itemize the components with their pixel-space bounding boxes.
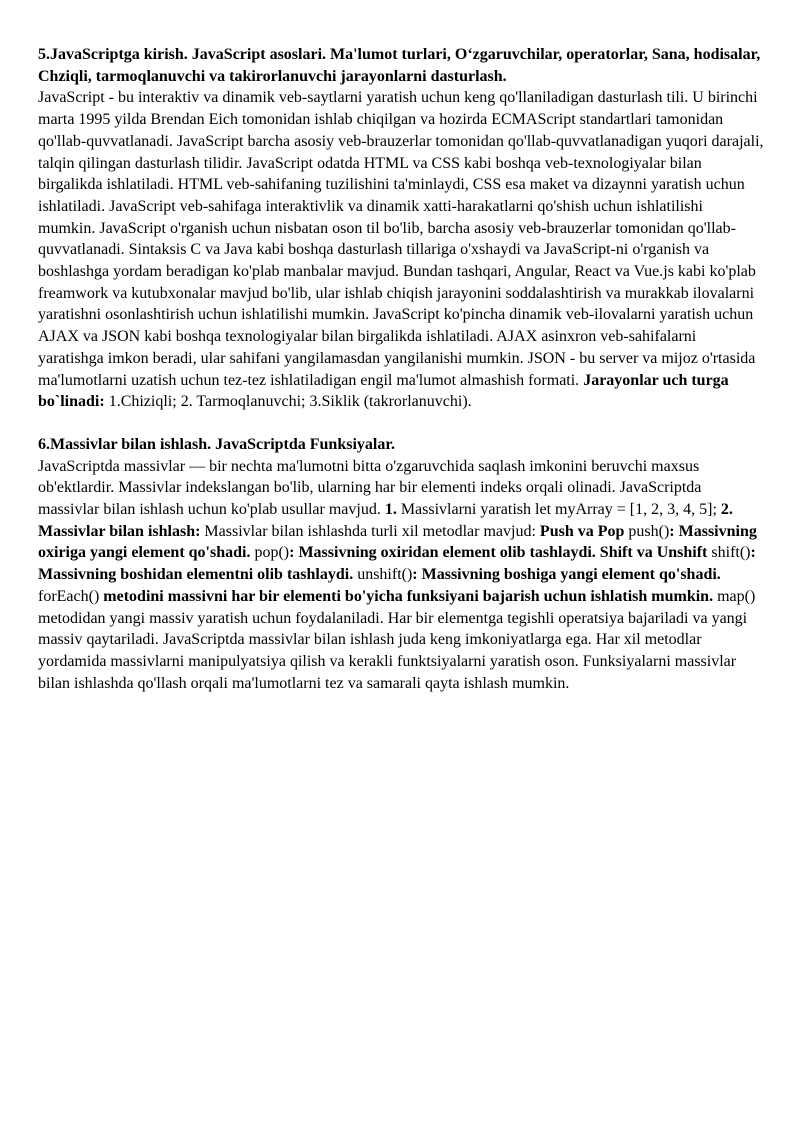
section-6-body — [38, 456, 764, 695]
section-6-heading: 6.Massivlar bilan ishlash. JavaScriptda Funksiyalar. — [38, 435, 395, 453]
section-6-bold-2: 2. Massivlar bilan ishlash: — [38, 501, 733, 540]
section-5-tail-text: 1.Chiziqli; 2. Tarmoqlanuvchi; 3.Siklik (takrorlanuvchi). — [104, 393, 472, 411]
section-6-text-5: pop() — [250, 544, 290, 562]
section-6-text-6: shift() — [707, 544, 751, 562]
section-5-bold-label: Jarayonlar uch turga bo`linadi: — [38, 371, 729, 411]
document-page — [38, 44, 764, 694]
section-5-body-text: JavaScript - bu interaktiv va dinamik veb-saytlarni yaratish uchun keng qo'llaniladigan dasturlash tili. U birinchi marta 1995 yilda Brendan Eich tomonidan ishlab chiqilgan va hozirda ECMAScript standartlari tamonidan qo'llab-quvvatlanadi. JavaScript barcha asosiy veb-brauzerlar tomonidan qo'llab-quvvatlanadigan yuqori darajali, talqin qilingan dasturlash tilidir. JavaScript odatda HTML va CSS kabi boshqa veb-texnologiyalar bilan birgalikda ishlatiladi. HTML veb-sahifaning tuzilishini ta'minlaydi, CSS esa maket va dizaynni yaratish uchun ishlatiladi. JavaScript veb-sahifaga interaktivlik va dinamik xatti-harakatlarni qo'shish uchun ishlatilishi mumkin. JavaScript o'rganish uchun nisbatan oson til bo'lib, barcha asosiy veb-brauzerlar tomonidan qo'llab-quvvatlanadi. Sintaksis C va Java kabi boshqa dasturlash tillariga o'xshaydi va JavaScript-ni o'rganish va boshlashga yordam beradigan ko'plab manbalar mavjud. Bundan tashqari, Angular, React va Vue.js kabi ko'plab freamwork va kutubxonalar mavjud bo'lib, ular ishlab chiqish jarayonini soddalashtirish va murakkab ilovalarni yaratishni osonlashtirish uchun ishlatilishi mumkin. JavaScript ko'pincha dinamik veb-ilovalarni yaratish uchun AJAX va JSON kabi boshqa texnologiyalar bilan birgalikda ishlatiladi. AJAX asinxron veb-sahifalarni yaratishga imkon beradi, ular sahifani yangilamasdan yangilanishi mumkin. JSON - bu server va mijoz o'rtasida ma'lumotlarni uzatish uchun tez-tez ishlatiladigan engil ma'lumot almashish formati. — [38, 89, 764, 389]
section-6-bold-5: : Massivning oxiridan element olib tashlaydi. Shift va Unshift — [289, 544, 708, 562]
section-6-text-9: map() metodidan yangi massiv yaratish uchun foydalaniladi. Har bir elementga tegishli operatsiya bajariladi va yangi massiv qaytariladi. JavaScriptda massivlar bilan ishlash juda keng imkoniyatlarga ega. Har xil metodlar yordamida massivlarni manipulyatsiya qilish va kerakli funktsiyalarni yaratish oson. Funksiyalarni massivlar bilan ishlashda qo'llash orqali ma'lumotlarni tez va samarali qayta ishlash mumkin. — [38, 587, 756, 692]
section-6-text-8: forEach() — [38, 587, 100, 605]
section-6-bold-7: : Massivning boshiga yangi element qo'shadi. — [412, 566, 721, 584]
section-6-text-4: push() — [624, 522, 670, 540]
section-6-text-2: Massivlarni yaratish let myArray = [1, 2, 3, 4, 5]; — [396, 501, 721, 519]
section-6-bold-3: Push va Pop — [539, 522, 625, 540]
section-6-bold-4: : Massivning oxiriga yangi element qo'shadi. — [38, 522, 757, 562]
section-6 — [38, 434, 764, 694]
section-6-text-3: Massivlar bilan ishlashda turli xil metodlar mavjud: — [200, 522, 540, 540]
section-6-bold-6: : Massivning boshidan elementni olib tashlaydi. — [38, 544, 756, 584]
section-5-heading: 5.JavaScriptga kirish. JavaScript asoslari. Ma'lumot turlari, O‘zgaruvchilar, operatorlar, Sana, hodisalar, Chziqli, tarmoqlanuvchi va takirorlanuvchi jarayonlarni dasturlash. — [38, 46, 761, 85]
section-5 — [38, 44, 764, 413]
section-6-bold-8: metodini massivni har bir elementi bo'yicha funksiyani bajarish uchun ishlatish mumkin. — [99, 587, 714, 605]
section-6-text-7: unshift() — [353, 566, 413, 584]
section-6-text-1: JavaScriptda massivlar — bir nechta ma'lumotni bitta o'zgaruvchida saqlash imkonini beruvchi maxsus ob'ektlardir. Massivlar indekslangan bo'lib, ularning har bir elementi indeks orqali olinadi. JavaScriptda massivlar bilan ishlash uchun ko'plab usullar mavjud. — [38, 457, 702, 519]
section-6-bold-1: 1. — [384, 501, 397, 519]
section-5-body — [38, 87, 764, 413]
